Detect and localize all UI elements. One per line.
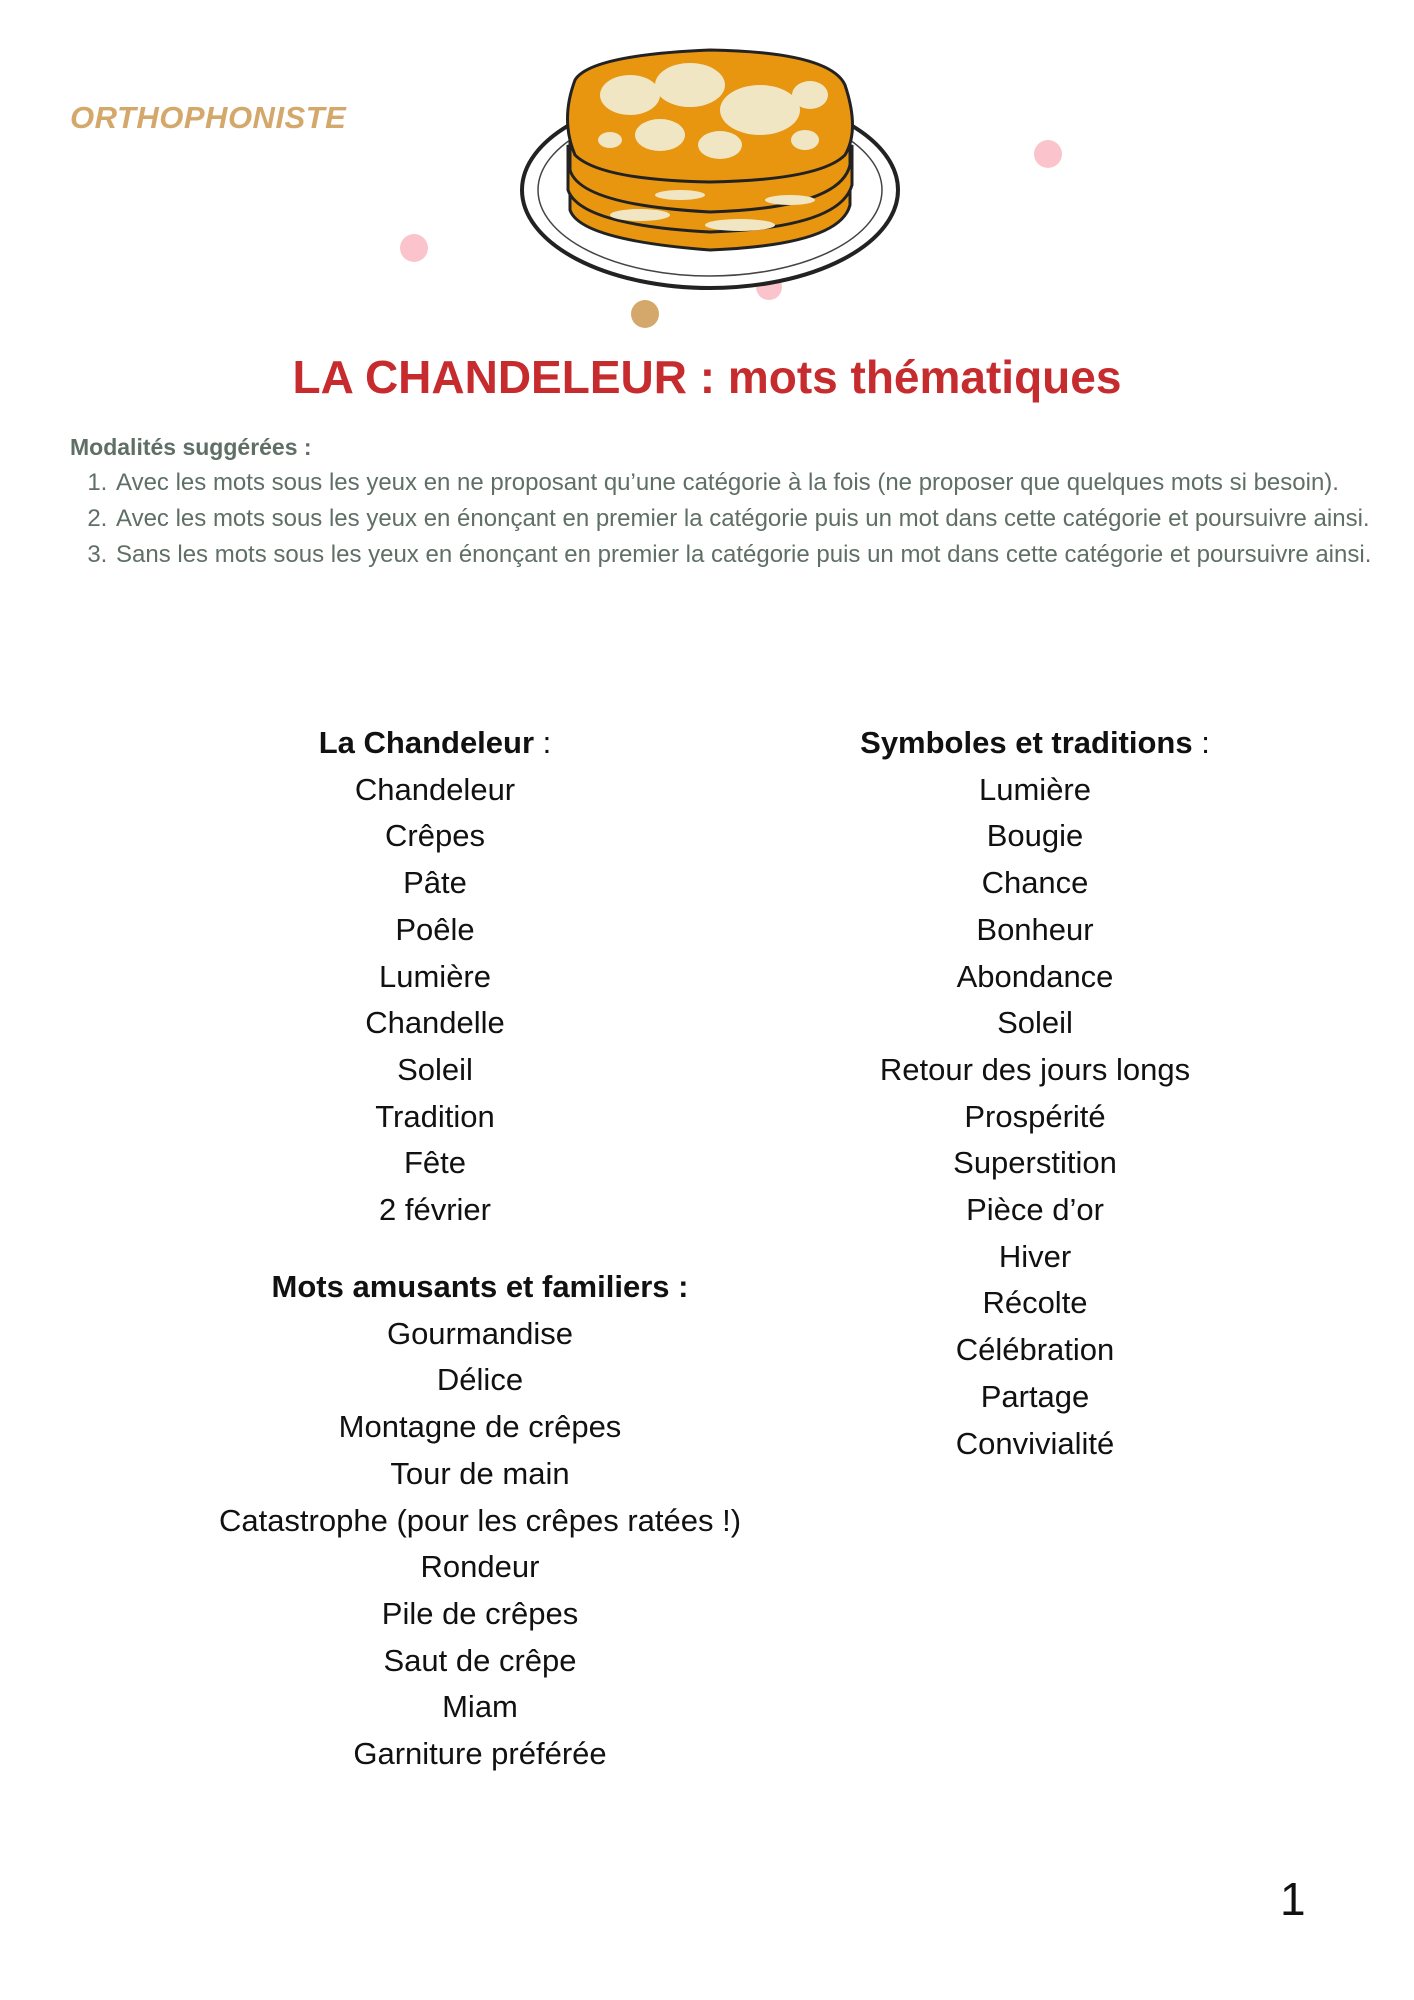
modalite-item: 3. Sans les mots sous les yeux en énonçant en premier la catégorie puis un mot dans cette catégorie et poursuivre ainsi.: [114, 537, 1390, 573]
word-item: Récolte: [982, 1285, 1088, 1321]
word-item: Bougie: [986, 818, 1084, 854]
word-item: Gourmandise: [386, 1315, 574, 1351]
category-heading-text: Symboles et traditions: [860, 725, 1193, 760]
category-la-chandeleur: [235, 720, 635, 1234]
word-item: Célébration: [955, 1332, 1115, 1368]
word-item: Garniture préférée: [353, 1736, 607, 1772]
page-number: 1: [1280, 1873, 1306, 1925]
word-item: Lumière: [979, 771, 1091, 807]
word-item: Chandelle: [365, 1005, 505, 1041]
modalite-item: 1. Avec les mots sous les yeux en ne proposant qu’une catégorie à la fois (ne proposer que quelques mots si besoin).: [114, 465, 1390, 501]
pink-dot: [1034, 140, 1062, 168]
word-item: Soleil: [997, 1005, 1073, 1041]
word-item: Délice: [436, 1362, 524, 1398]
category-heading-text: La Chandeleur: [318, 725, 535, 760]
category-heading-suffix: :: [1192, 725, 1210, 760]
modalites-list: [70, 465, 1390, 573]
word-item: Crêpes: [385, 818, 485, 854]
category-heading: [130, 1264, 830, 1311]
word-item: Prospérité: [964, 1098, 1106, 1134]
category-heading: [235, 720, 635, 767]
category-heading-suffix: :: [534, 725, 552, 760]
category-heading-text: Mots amusants et familiers :: [271, 1269, 689, 1304]
word-item: Pile de crêpes: [381, 1595, 579, 1631]
word-item: Poêle: [395, 911, 475, 947]
modalite-item: 2. Avec les mots sous les yeux en énonçant en premier la catégorie puis un mot dans cette catégorie et poursuivre ainsi.: [114, 501, 1390, 537]
word-item: Bonheur: [976, 911, 1094, 947]
word-item: Partage: [980, 1378, 1090, 1414]
category-mots-amusants: [130, 1264, 830, 1778]
word-item: Chandeleur: [354, 771, 516, 807]
word-item: Lumière: [379, 958, 491, 994]
word-item: Retour des jours longs: [879, 1051, 1191, 1087]
word-item: Abondance: [956, 958, 1114, 994]
page-title: LA CHANDELEUR : mots thématiques: [292, 351, 1122, 403]
category-symboles-traditions: [780, 720, 1290, 1467]
word-item: Rondeur: [420, 1549, 540, 1585]
word-item: Tour de main: [390, 1455, 570, 1491]
word-item: 2 février: [379, 1192, 491, 1228]
tan-dot: [631, 300, 659, 328]
word-item: Pâte: [403, 865, 467, 901]
word-item: Fête: [403, 1145, 467, 1181]
word-item: Tradition: [375, 1098, 495, 1134]
modalites-section: [70, 434, 1390, 573]
word-item: Saut de crêpe: [383, 1642, 577, 1678]
word-item: Catastrophe (pour les crêpes ratées !): [218, 1502, 742, 1538]
crepe-stack-illustration: [520, 40, 910, 300]
word-item: Hiver: [998, 1238, 1072, 1274]
word-item: Montagne de crêpes: [338, 1409, 622, 1445]
word-item: Miam: [442, 1689, 518, 1725]
modalites-heading: Modalités suggérées :: [70, 434, 312, 460]
brand-label: ORTHOPHONISTE: [70, 100, 347, 135]
word-item: Superstition: [953, 1145, 1117, 1181]
word-item: Chance: [981, 865, 1089, 901]
word-item: Convivialité: [955, 1425, 1115, 1461]
word-item: Soleil: [397, 1051, 473, 1087]
word-item: Pièce d’or: [966, 1192, 1104, 1228]
category-heading: [780, 720, 1290, 767]
pink-dot: [400, 234, 428, 262]
